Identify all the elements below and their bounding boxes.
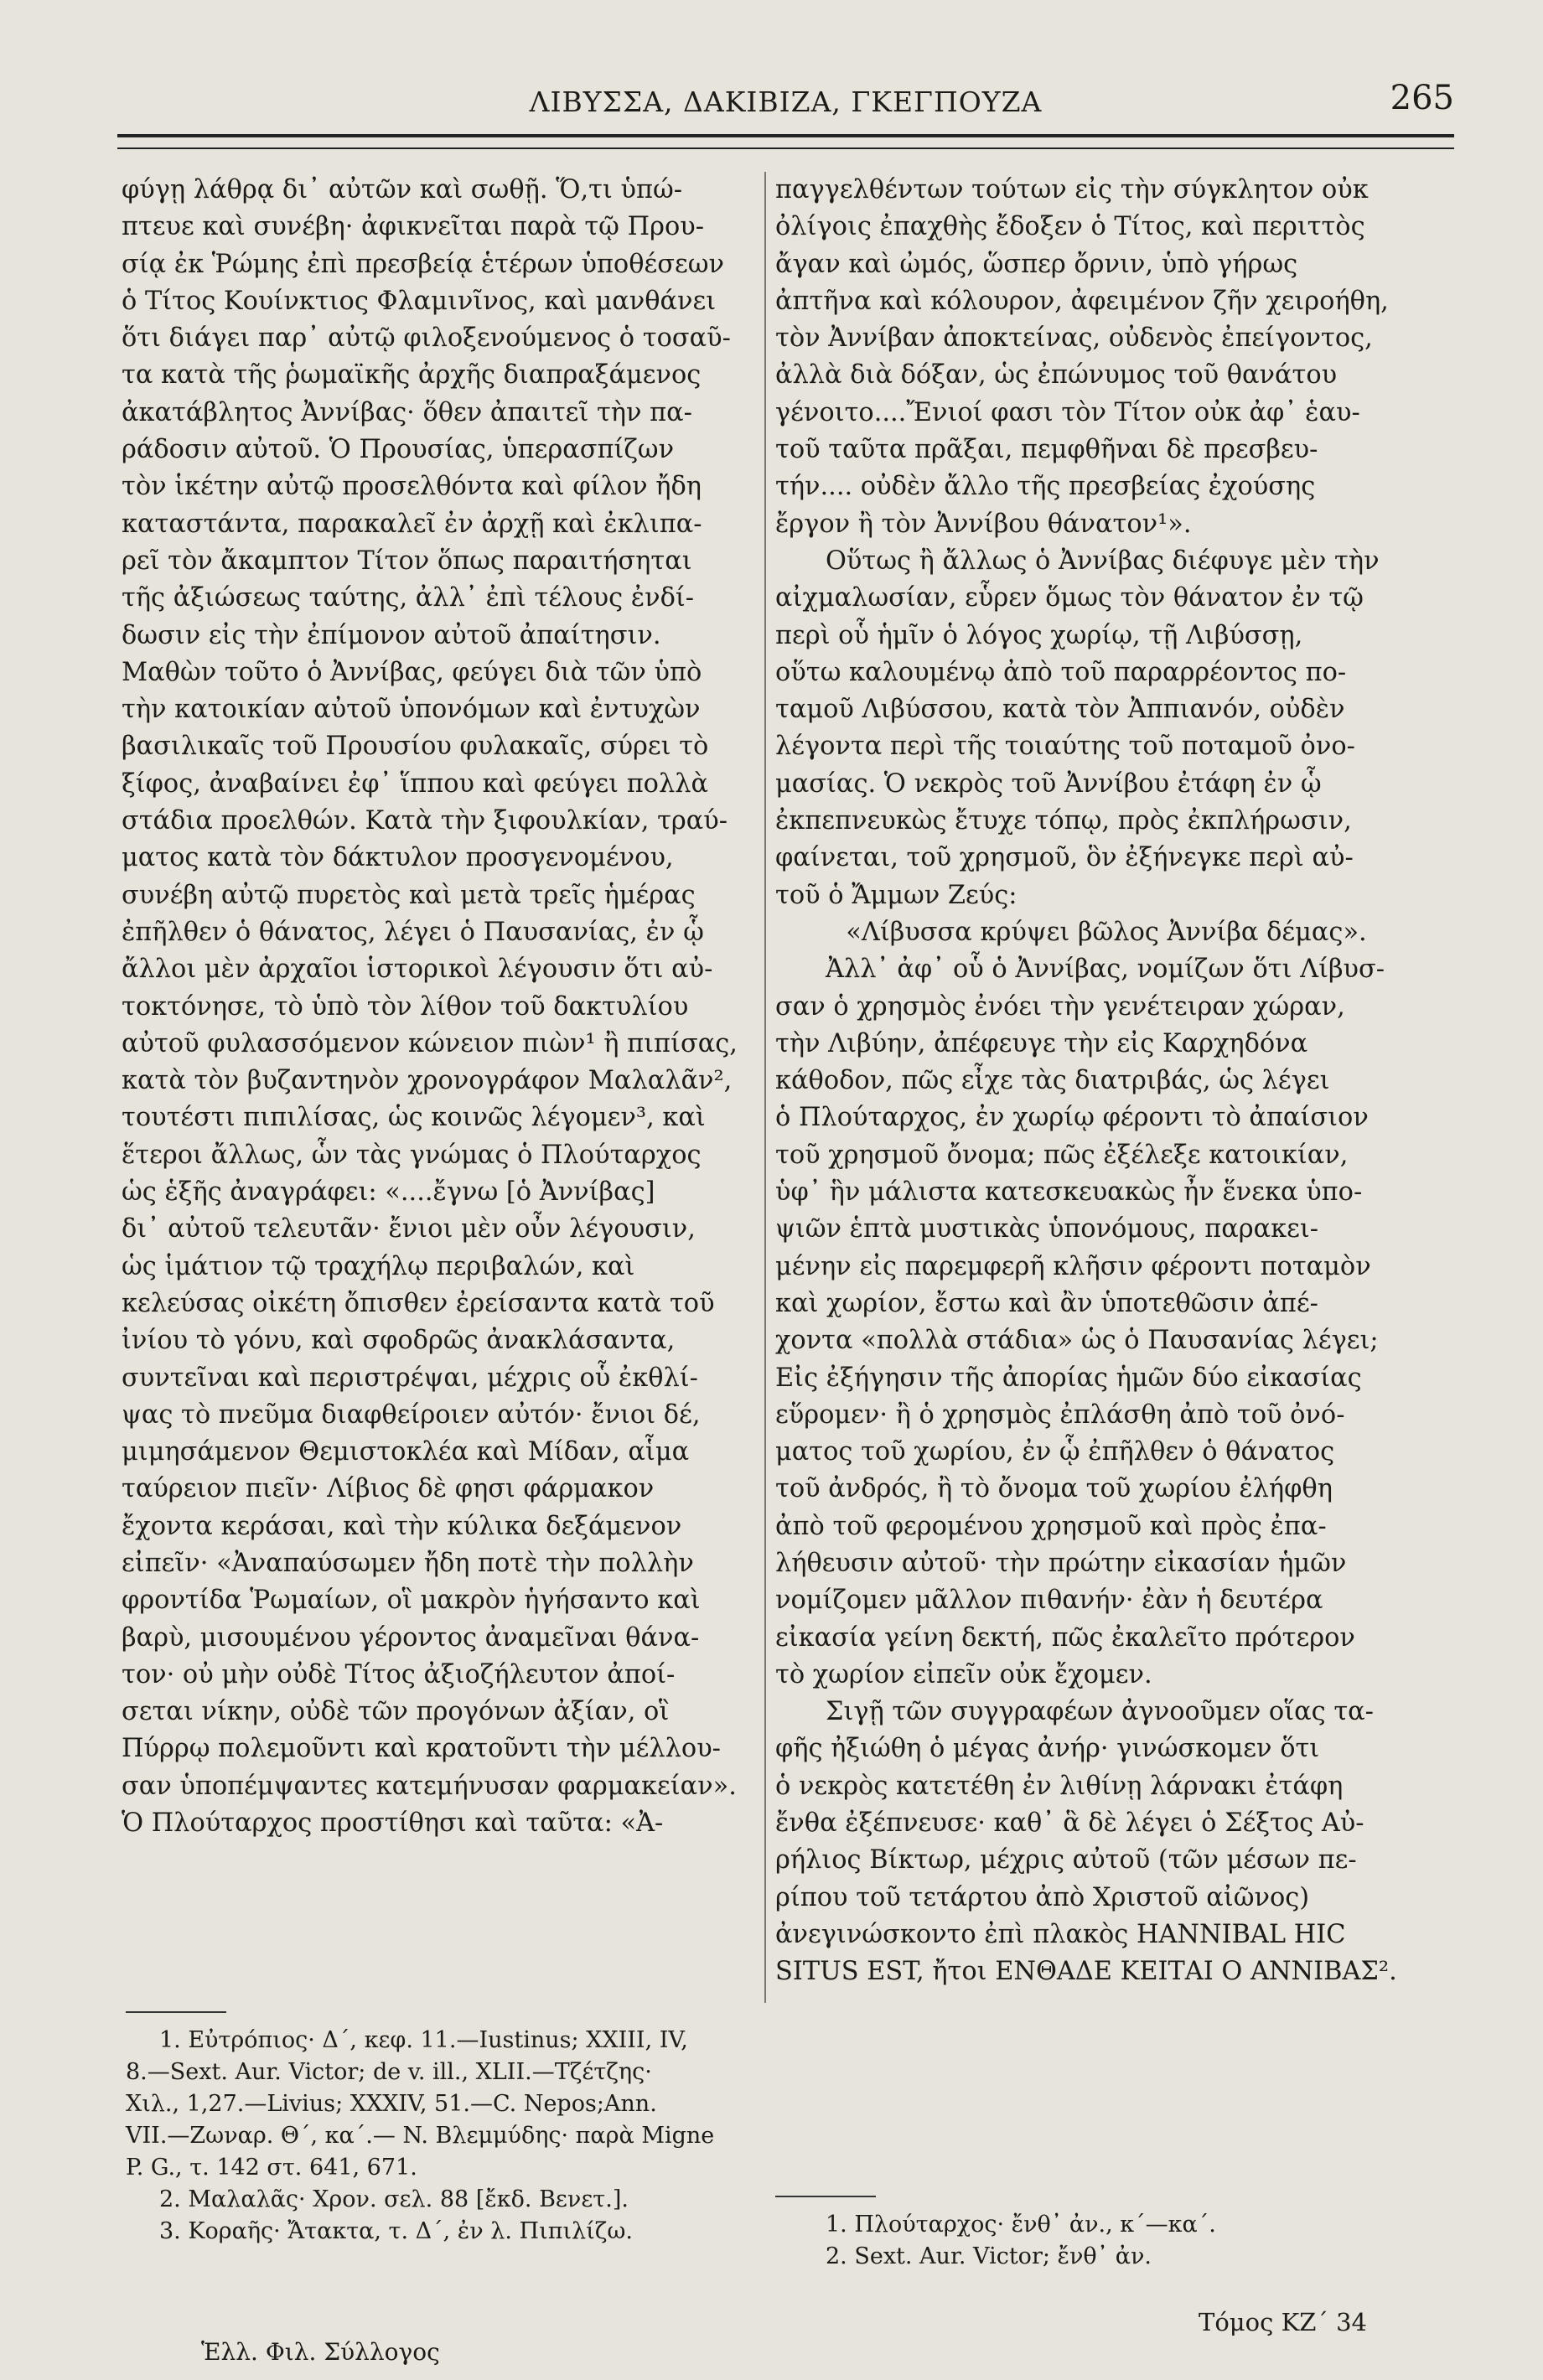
text-line: τον· οὐ μὴν οὐδὲ Τίτος ἀξιοζήλευτον ἀποί- <box>122 1659 676 1689</box>
text-line: αὐτοῦ φυλασσόμενον κώνειον πιὼν¹ ἢ πιπίσας, <box>122 1028 738 1058</box>
text-line: δι᾽ αὐτοῦ τελευτᾶν· ἔνιοι μὲν οὖν λέγουσιν, <box>122 1214 696 1244</box>
text-line: ἔχοντα κεράσαι, καὶ τὴν κύλικα δεξάμενον <box>122 1511 682 1541</box>
text-line: μιμησάμενον Θεμιστοκλέα καὶ Μίδαν, αἷμα <box>122 1437 690 1467</box>
text-line: μένην εἰς παρεμφερῆ κλῆσιν φέροντι ποταμὸν <box>775 1251 1371 1281</box>
text-line: τὴν Λιβύην, ἀπέφευγε τὴν εἰς Καρχηδόνα <box>775 1028 1308 1058</box>
text-line: τὸ χωρίον εἰπεῖν οὐκ ἔχομεν. <box>775 1659 1152 1689</box>
text-line: ἄγαν καὶ ὠμός, ὥσπερ ὄρνιν, ὑπὸ γήρως <box>775 249 1298 279</box>
left-column <box>122 172 784 1842</box>
text-line: ὁ Πλούταρχος, ἐν χωρίῳ φέροντι τὸ ἀπαίσιον <box>775 1103 1369 1133</box>
text-line: τοῦ ταῦτα πρᾶξαι, πεμφθῆναι δὲ πρεσβευ- <box>775 435 1318 465</box>
text-line: Ἀλλ᾽ ἀφ᾽ οὗ ὁ Ἀννίβας, νομίζων ὅτι Λίβυσ- <box>826 955 1385 985</box>
text-line: ὡς ἱμάτιον τῷ τραχήλῳ περιβαλών, καὶ <box>122 1251 635 1281</box>
page-number: 265 <box>1390 79 1454 117</box>
text-line: Πύρρῳ πολεμοῦντι καὶ κρατοῦντι τὴν μέλλου- <box>122 1734 721 1764</box>
text-line: τοκτόνησε, τὸ ὑπὸ τὸν λίθον τοῦ δακτυλίου <box>122 991 689 1022</box>
text-line: ἀνεγινώσκοντο ἐπὶ πλακὸς HANNIBAL HIC <box>775 1919 1346 1949</box>
text-line: ὑφ᾽ ἣν μάλιστα κατεσκευακὼς ἦν ἕνεκα ὑπο- <box>775 1177 1363 1208</box>
footnote-line: 1. Πλούταρχος· ἔνθ᾽ ἀν., κ΄—κα΄. <box>826 2212 1216 2238</box>
text-line: «Λίβυσσα κρύψει βῶλος Ἀννίβα δέμας». <box>846 917 1367 947</box>
footnote-line: Χιλ., 1,27.—Livius; XXXIV, 51.—C. Nepos;Ann. <box>126 2091 657 2117</box>
text-line: βαρὺ, μισουμένου γέροντος ἀναμεῖναι θάνα- <box>122 1622 700 1653</box>
text-line: σεται νίκην, οὐδὲ τῶν προγόνων ἀξίαν, οἳ <box>122 1697 670 1727</box>
text-line: ὁ Τίτος Κουίνκτιος Φλαμινῖνος, καὶ μανθάνει <box>122 286 717 316</box>
text-line: λέγοντα περὶ τῆς τοιαύτης τοῦ ποταμοῦ ὀνο- <box>775 732 1355 762</box>
text-line: ράδοσιν αὐτοῦ. Ὁ Προυσίας, ὑπερασπίζων <box>122 435 675 465</box>
header-rule-thick <box>117 134 1454 137</box>
text-line: μασίας. Ὁ νεκρὸς τοῦ Ἀννίβου ἐτάφη ἐν ᾧ <box>775 768 1322 799</box>
text-line: Σιγῇ τῶν συγγραφέων ἀγνοοῦμεν οἵας τα- <box>826 1697 1374 1727</box>
text-line: ἀπὸ τοῦ φερομένου χρησμοῦ καὶ πρὸς ἐπα- <box>775 1511 1327 1541</box>
text-line: τοῦ ὁ Ἄμμων Ζεύς: <box>775 880 1017 910</box>
text-line: οὕτω καλουμένῳ ἀπὸ τοῦ παραρρέοντος πο- <box>775 657 1347 687</box>
text-line: Μαθὼν τοῦτο ὁ Ἀννίβας, φεύγει διὰ τῶν ὑπὸ <box>122 657 702 687</box>
text-line: δωσιν εἰς τὴν ἐπίμονον αὐτοῦ ἀπαίτησιν. <box>122 620 661 650</box>
column-divider <box>764 172 766 2003</box>
footnotes-left <box>126 2025 771 2248</box>
text-line: παγγελθέντων τούτων εἰς τὴν σύγκλητον οὐκ <box>775 175 1369 204</box>
footnote-line: 1. Εὐτρόπιος· Δ΄, κεφ. 11.—Iustinus; XXIII, IV, <box>159 2027 688 2053</box>
footnote-line: 8.—Sext. Aur. Victor; de v. ill., XLII.—Τζέτζης· <box>126 2059 652 2085</box>
footnote-line: P. G., τ. 142 στ. 641, 671. <box>126 2155 417 2181</box>
footnote-rule-right <box>775 2196 876 2197</box>
text-line: περὶ οὗ ἡμῖν ὁ λόγος χωρίῳ, τῇ Λιβύσσῃ, <box>775 620 1303 650</box>
text-line: ἀκατάβλητος Ἀννίβας· ὅθεν ἀπαιτεῖ τὴν πα- <box>122 397 692 427</box>
text-line: ταύρειον πιεῖν· Λίβιος δὲ φησι φάρμακον <box>122 1474 655 1504</box>
footnote-line: 2. Sext. Aur. Victor; ἔνθ᾽ ἀν. <box>826 2243 1152 2269</box>
text-line: ψας τὸ πνεῦμα διαφθείροιεν αὐτόν· ἔνιοι δέ, <box>122 1400 701 1430</box>
text-line: συνέβη αὐτῷ πυρετὸς καὶ μετὰ τρεῖς ἡμέρας <box>122 880 696 910</box>
text-line: εἰκασία γείνη δεκτή, πῶς ἐκαλεῖτο πρότερον <box>775 1622 1355 1653</box>
page-title: ΛΙΒΥΣΣΑ, ΔΑΚΙΒΙΖΑ, ΓΚΕΓΠΟΥΖΑ <box>529 85 1043 118</box>
text-line: ἀπτῆνα καὶ κόλουρον, ἀφειμένον ζῆν χειροήθη, <box>775 286 1389 316</box>
text-line: φροντίδα Ῥωμαίων, οἳ μακρὸν ἡγήσαντο καὶ <box>122 1586 701 1616</box>
footnote-line: 3. Κοραῆς· Ἄτακτα, τ. Δ΄, ἐν λ. Πιπιλίζω. <box>159 2218 633 2244</box>
text-line: φύγῃ λάθρᾳ δι᾽ αὐτῶν καὶ σωθῇ. Ὅ,τι ὑπώ- <box>122 175 682 204</box>
right-column <box>775 172 1437 1991</box>
text-line: ρεῖ τὸν ἄκαμπτον Τίτον ὅπως παραιτήσηται <box>122 546 692 576</box>
text-line: χοντα «πολλὰ στάδια» ὡς ὁ Παυσανίας λέγει; <box>775 1326 1379 1356</box>
text-line: τῆς ἀξιώσεως ταύτης, ἀλλ᾽ ἐπὶ τέλους ἐνδί- <box>122 583 695 613</box>
text-line: κατὰ τὸν βυζαντηνὸν χρονογράφον Μαλαλᾶν², <box>122 1066 733 1096</box>
footnote-line: 2. Μαλαλᾶς· Χρον. σελ. 88 [ἔκδ. Βενετ.]. <box>159 2186 629 2212</box>
text-line: φαίνεται, τοῦ χρησμοῦ, ὃν ἐξήνεγκε περὶ αὐ- <box>775 843 1354 873</box>
text-line: αἰχμαλωσίαν, εὗρεν ὅμως τὸν θάνατον ἐν τῷ <box>775 583 1364 613</box>
running-head <box>117 74 1454 124</box>
text-line: Εἰς ἐξήγησιν τῆς ἀπορίας ἡμῶν δύο εἰκασίας <box>775 1363 1362 1393</box>
text-line: ἰνίου τὸ γόνυ, καὶ σφοδρῶς ἀνακλάσαντα, <box>122 1326 676 1356</box>
text-line: ρήλιος Βίκτωρ, μέχρις αὐτοῦ (τῶν μέσων πε- <box>775 1845 1357 1876</box>
text-line: τὴν κατοικίαν αὐτοῦ ὑπονόμων καὶ ἐντυχὼν <box>122 695 701 725</box>
text-line: βασιλικαῖς τοῦ Προυσίου φυλακαῖς, σύρει τὸ <box>122 732 709 762</box>
text-line: ματος τοῦ χωρίου, ἐν ᾧ ἐπῆλθεν ὁ θάνατος <box>775 1437 1335 1467</box>
text-line: ὀλίγοις ἐπαχθὴς ἔδοξεν ὁ Τίτος, καὶ περιττὸς <box>775 212 1365 242</box>
text-line: φῆς ἠξιώθη ὁ μέγας ἀνήρ· γινώσκομεν ὅτι <box>775 1734 1320 1764</box>
text-line: σαν ὑποπέμψαντες κατεμήνυσαν φαρμακείαν». <box>122 1771 737 1801</box>
text-line: κάθοδον, πῶς εἶχε τὰς διατριβάς, ὡς λέγει <box>775 1066 1330 1096</box>
text-line: πτευε καὶ συνέβη· ἀφικνεῖται παρὰ τῷ Πρου- <box>122 212 705 242</box>
text-line: νομίζομεν μᾶλλον πιθανήν· ἐὰν ἡ δευτέρα <box>775 1586 1323 1616</box>
text-line: ἐκπεπνευκὼς ἔτυχε τόπῳ, πρὸς ἐκπλήρωσιν, <box>775 806 1352 836</box>
text-line: ὁ νεκρὸς κατετέθη ἐν λιθίνῃ λάρνακι ἐτάφη <box>775 1771 1344 1801</box>
text-line: ξίφος, ἀναβαίνει ἐφ᾽ ἵππου καὶ φεύγει πολλὰ <box>122 768 709 799</box>
text-line: ταμοῦ Λιβύσσου, κατὰ τὸν Ἀππιανόν, οὐδὲν <box>775 695 1345 725</box>
text-line: σίᾳ ἐκ Ῥώμης ἐπὶ πρεσβείᾳ ἑτέρων ὑποθέσεων <box>122 249 725 279</box>
text-line: ὡς ἑξῆς ἀναγράφει: «....ἔγνω [ὁ Ἀννίβας] <box>122 1177 655 1208</box>
text-line: Οὕτως ἢ ἄλλως ὁ Ἀννίβας διέφυγε μὲν τὴν <box>826 546 1380 576</box>
text-line: συντεῖναι καὶ περιστρέψαι, μέχρις οὗ ἐκθλί- <box>122 1363 698 1393</box>
text-line: SITUS EST, ἤτοι ΕΝΘΑΔΕ ΚΕΙΤΑΙ Ο ΑΝΝΙΒΑΣ². <box>775 1957 1397 1987</box>
text-line: ψιῶν ἑπτὰ μυστικὰς ὑπονόμους, παρακει- <box>775 1214 1319 1244</box>
text-line: ἔργον ἢ τὸν Ἀννίβου θάνατον¹». <box>775 509 1192 539</box>
text-line: Ὁ Πλούταρχος προστίθησι καὶ ταῦτα: «Ἀ- <box>122 1808 664 1839</box>
text-line: καὶ χωρίον, ἔστω καὶ ἂν ὑποτεθῶσιν ἀπέ- <box>775 1288 1318 1318</box>
text-line: ἔνθα ἐξέπνευσε· καθ᾽ ἃ δὲ λέγει ὁ Σέξτος Αὐ- <box>775 1808 1364 1839</box>
text-line: ἄλλοι μὲν ἀρχαῖοι ἱστορικοὶ λέγουσιν ὅτι αὐ- <box>122 955 713 985</box>
text-line: ἕτεροι ἄλλως, ὧν τὰς γνώμας ὁ Πλούταρχος <box>122 1140 702 1170</box>
footnote-line: VII.—Ζωναρ. Θ΄, κα΄.— N. Βλεμμύδης· παρὰ Migne <box>126 2123 715 2149</box>
text-line: καταστάντα, παρακαλεῖ ἐν ἀρχῇ καὶ ἐκλιπα- <box>122 509 702 539</box>
text-line: ματος κατὰ τὸν δάκτυλον προσγενομένου, <box>122 843 674 873</box>
footnotes-right <box>826 2209 1412 2273</box>
text-line: λήθευσιν αὐτοῦ· τὴν πρώτην εἰκασίαν ἡμῶν <box>775 1548 1347 1578</box>
text-line: στάδια προελθών. Κατὰ τὴν ξιφουλκίαν, τραύ- <box>122 806 728 836</box>
text-line: σαν ὁ χρησμὸς ἐνόει τὴν γενέτειραν χώραν, <box>775 991 1345 1022</box>
text-line: τοῦ ἀνδρός, ἢ τὸ ὄνομα τοῦ χωρίου ἐλήφθη <box>775 1474 1333 1504</box>
text-line: τουτέστι πιπιλίσας, ὡς κοινῶς λέγομεν³, καὶ <box>122 1103 706 1133</box>
text-line: τα κατὰ τῆς ῥωμαϊκῆς ἀρχῆς διαπραξάμενος <box>122 360 702 391</box>
text-line: εἰπεῖν· «Ἀναπαύσωμεν ἤδη ποτὲ τὴν πολλὴν <box>122 1548 694 1578</box>
text-line: ἐπῆλθεν ὁ θάνατος, λέγει ὁ Παυσανίας, ἐν ᾧ <box>122 917 704 947</box>
text-line: ἀλλὰ διὰ δόξαν, ὡς ἐπώνυμος τοῦ θανάτου <box>775 360 1338 391</box>
text-line: ὅτι διάγει παρ᾽ αὐτῷ φιλοξενούμενος ὁ τοσαῦ- <box>122 323 731 354</box>
text-line: τοῦ χρησμοῦ ὄνομα; πῶς ἐξέλεξε κατοικίαν, <box>775 1140 1349 1170</box>
text-line: ρίπου τοῦ τετάρτου ἀπὸ Χριστοῦ αἰῶνος) <box>775 1882 1310 1912</box>
text-line: γένοιτο....Ἔνιοί φασι τὸν Τίτον οὐκ ἀφ᾽ ἑαυ- <box>775 397 1360 427</box>
text-line: τὸν Ἀννίβαν ἀποκτείνας, οὐδενὸς ἐπείγοντος, <box>775 323 1373 354</box>
text-line: τήν.... οὐδὲν ἄλλο τῆς πρεσβείας ἐχούσης <box>775 472 1316 502</box>
header-rule-thin <box>117 147 1454 149</box>
volume-signature: Τόμος ΚΖ΄ 34 <box>1199 2308 1368 2336</box>
footnote-rule-left <box>126 2011 226 2013</box>
text-line: τὸν ἱκέτην αὐτῷ προσελθόντα καὶ φίλον ἤδη <box>122 472 702 502</box>
printer-signature: Ἑλλ. Φιλ. Σύλλογος <box>201 2338 440 2366</box>
text-line: κελεύσας οἰκέτη ὄπισθεν ἐρείσαντα κατὰ τοῦ <box>122 1288 715 1318</box>
text-line: εὕρομεν· ἢ ὁ χρησμὸς ἐπλάσθη ἀπὸ τοῦ ὀνό- <box>775 1400 1345 1430</box>
